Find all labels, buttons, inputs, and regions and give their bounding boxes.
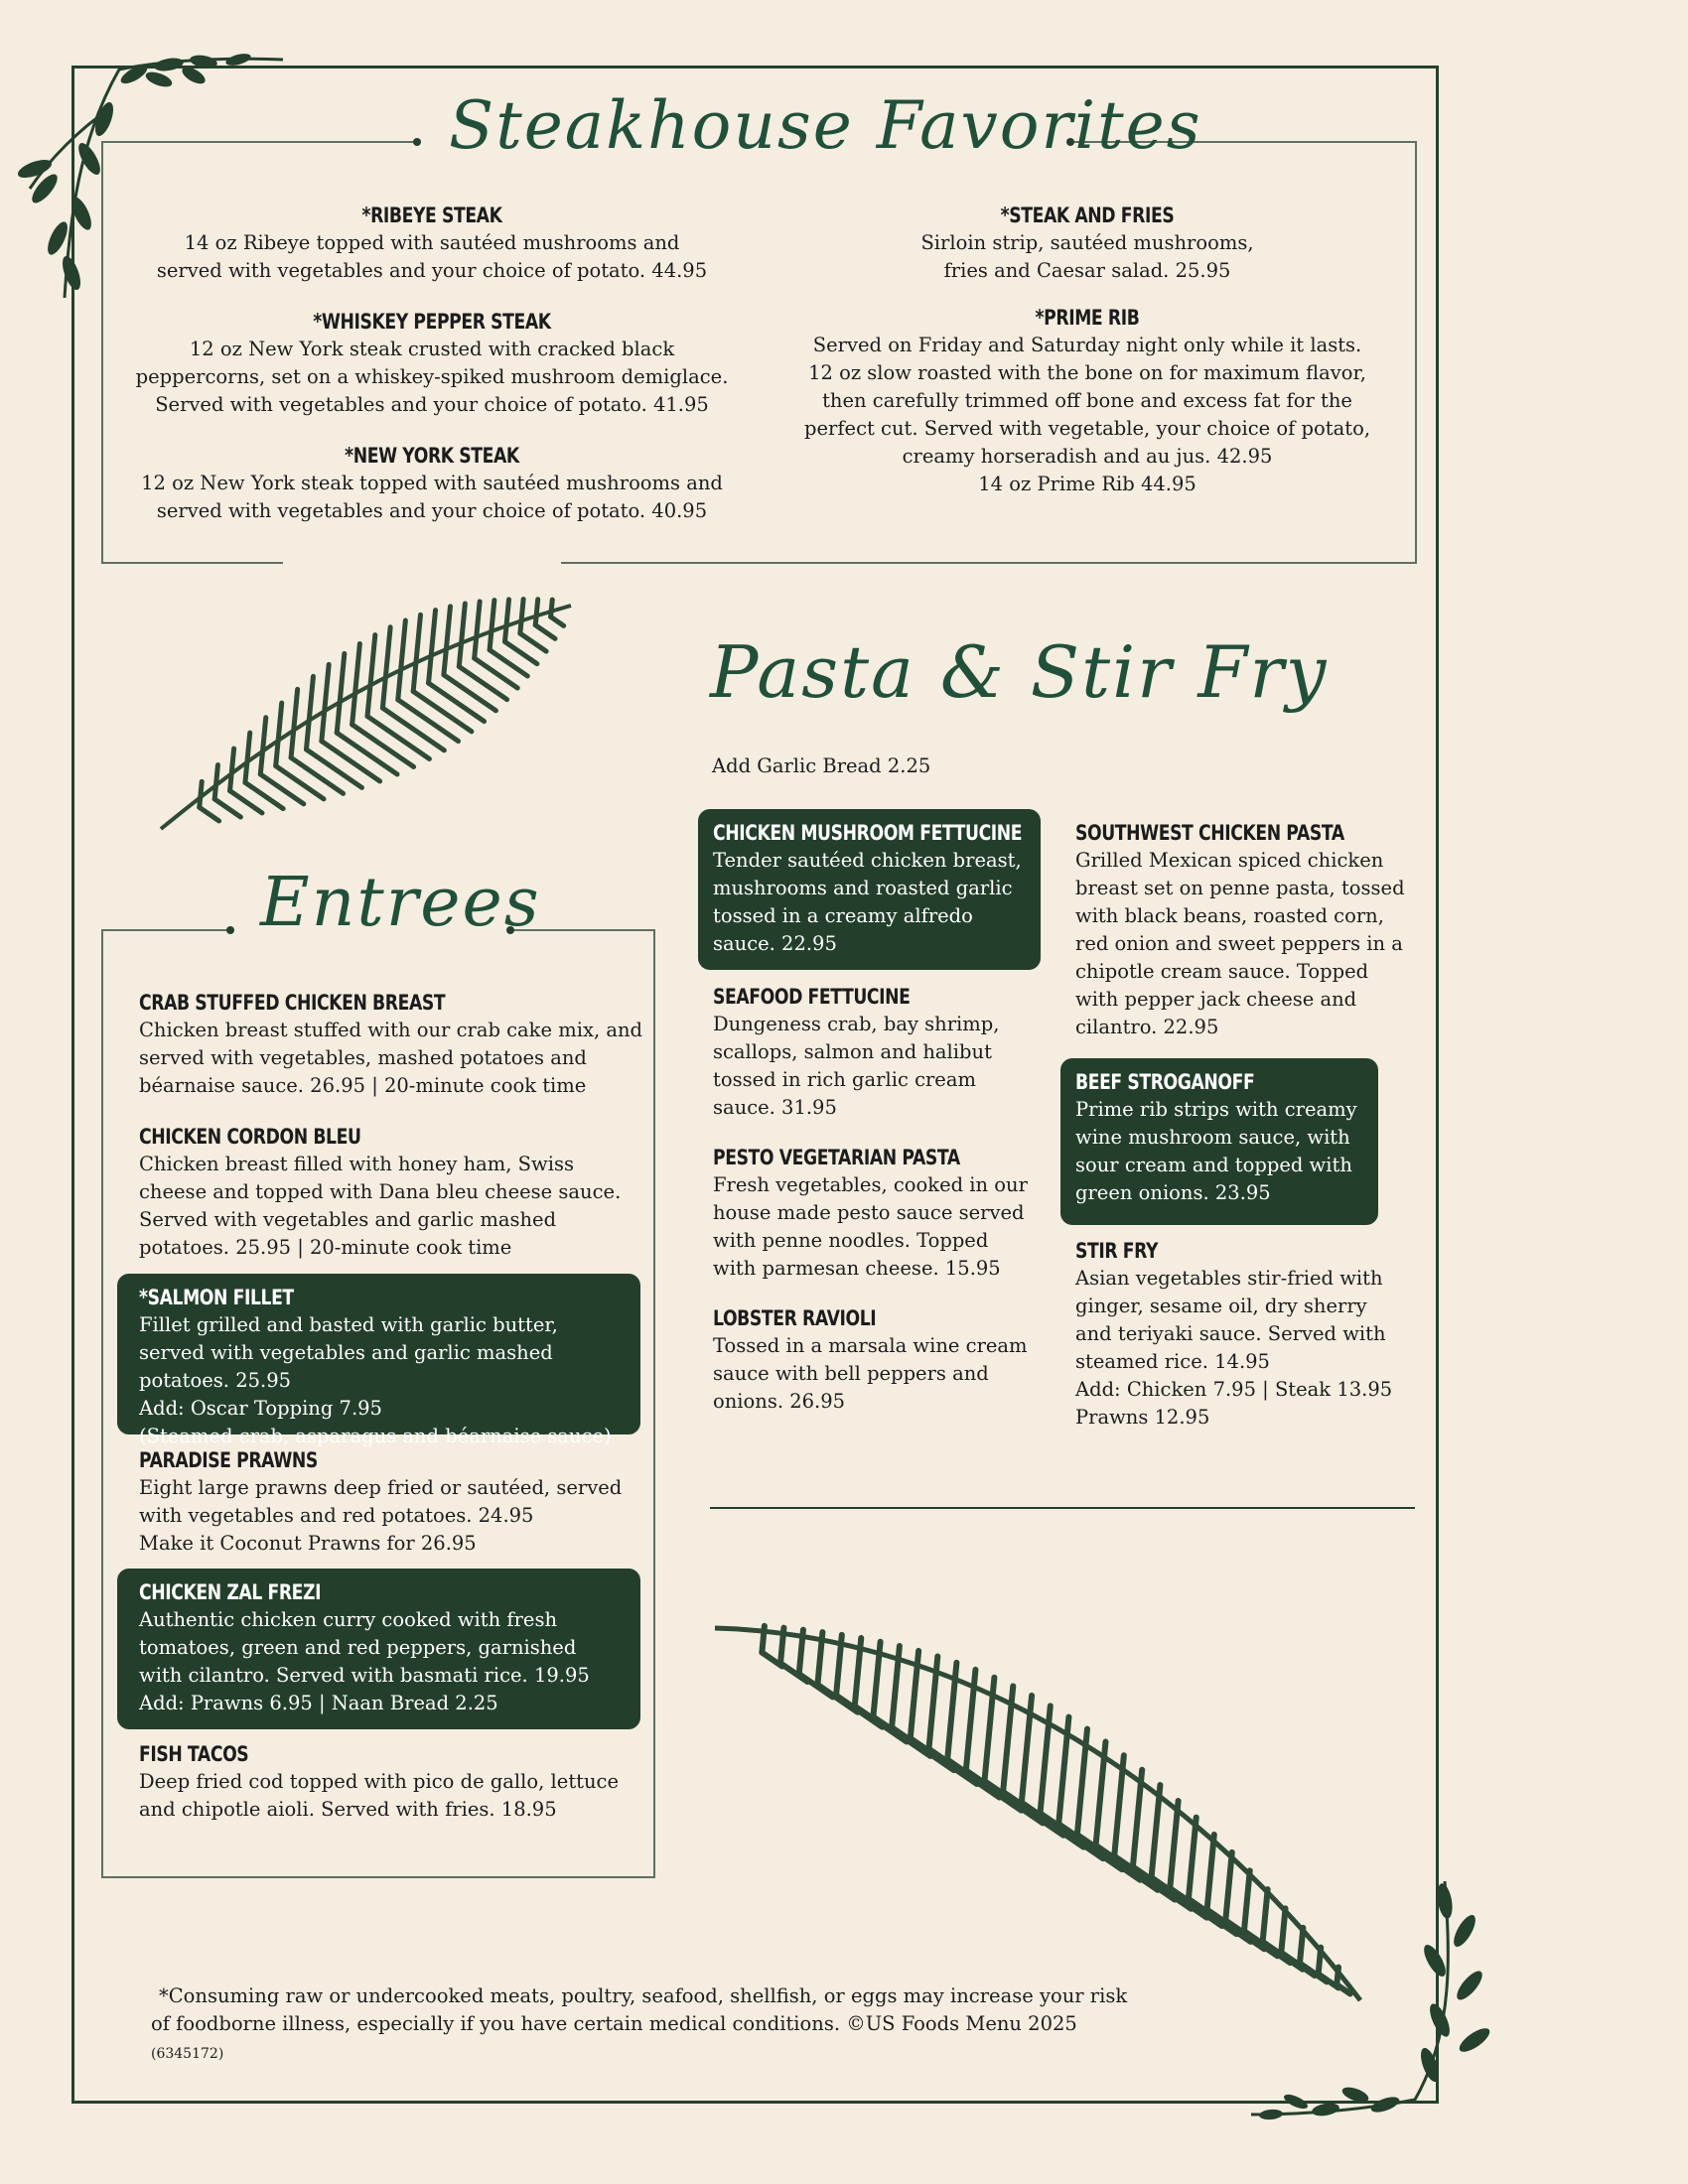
menu-item bbox=[713, 983, 1031, 1122]
item-name: *RIBEYE STEAK bbox=[361, 204, 502, 227]
item-name: CHICKEN CORDON BLEU bbox=[139, 1125, 361, 1149]
vine-icon bbox=[1246, 1871, 1504, 2129]
item-description: Fresh vegetables, cooked in our house made pesto sauce served with penne noodles. Topped with parmesan cheese. 15.95 bbox=[713, 1173, 1028, 1280]
item-name: *SALMON FILLET bbox=[139, 1286, 294, 1309]
item-name: CRAB STUFFED CHICKEN BREAST bbox=[139, 991, 446, 1015]
disclaimer-text: *Consuming raw or undercooked meats, poultry, seafood, shellfish, or eggs may increase your risk of foodborne illness, especially if you have certain medical conditions. ©US Foods Menu 2025 bbox=[151, 1984, 1128, 2035]
item-extra: Prawns 12.95 bbox=[1075, 1406, 1210, 1429]
item-description: Dungeness crab, bay shrimp, scallops, salmon and halibut tossed in rich garlic cream sauce. 31.95 bbox=[713, 1013, 1000, 1119]
item-name: PARADISE PRAWNS bbox=[139, 1448, 318, 1472]
item-description: Fillet grilled and basted with garlic butter, served with vegetables and garlic mashed potatoes. 25.95 bbox=[139, 1313, 558, 1392]
menu-code: (6345172) bbox=[151, 2046, 224, 2062]
item-name: PESTO VEGETARIAN PASTA bbox=[713, 1146, 960, 1169]
item-description: Sirloin strip, sautéed mushrooms, fries and Caesar salad. 25.95 bbox=[920, 231, 1254, 282]
menu-item bbox=[139, 1740, 635, 1824]
item-name: LOBSTER RAVIOLI bbox=[713, 1306, 877, 1330]
divider bbox=[710, 1507, 1415, 1509]
item-name: STIR FRY bbox=[1075, 1239, 1159, 1263]
menu-item bbox=[713, 1144, 1031, 1283]
item-description: Asian vegetables stir-fried with ginger, sesame oil, dry sherry and teriyaki sauce. Served with steamed rice. 14.95 bbox=[1075, 1267, 1386, 1373]
item-description: Chicken breast filled with honey ham, Swiss cheese and topped with Dana bleu cheese sauce. Served with vegetables and garlic mashed potatoes. 25.95 | 20-minute cook time bbox=[139, 1153, 622, 1259]
item-extra: Add: Chicken 7.95 | Steak 13.95 bbox=[1075, 1378, 1393, 1401]
menu-item bbox=[139, 1123, 640, 1262]
menu-item bbox=[794, 202, 1380, 285]
item-name: CHICKEN ZAL FREZI bbox=[139, 1580, 322, 1604]
vine-icon bbox=[10, 50, 288, 308]
menu-item-highlight bbox=[117, 1274, 640, 1447]
footer-disclaimer bbox=[151, 1982, 1144, 2068]
ornament-dot bbox=[226, 926, 234, 934]
item-description: Tender sautéed chicken breast, mushrooms and roasted garlic tossed in a creamy alfredo sauce. 22.95 bbox=[713, 849, 1022, 955]
steakhouse-title: Steakhouse Favorites bbox=[449, 87, 1202, 164]
menu-item bbox=[139, 989, 645, 1100]
item-name: *PRIME RIB bbox=[1035, 306, 1140, 330]
item-extra: (Steamed crab, asparagus and béarnaise sauce) bbox=[139, 1425, 612, 1447]
item-description: Grilled Mexican spiced chicken breast set on penne pasta, tossed with black beans, roasted corn, red onion and sweet peppers in a chipotle cream sauce. Topped with pepper jack cheese and cilantro. 22.95 bbox=[1075, 849, 1405, 1038]
menu-item-highlight bbox=[698, 809, 1041, 970]
item-extra: Make it Coconut Prawns for 26.95 bbox=[139, 1532, 477, 1555]
item-name: SEAFOOD FETTUCINE bbox=[713, 985, 911, 1009]
menu-item-highlight bbox=[1060, 1058, 1378, 1225]
menu-item bbox=[1075, 1237, 1403, 1432]
item-description: Prime rib strips with creamy wine mushroom sauce, with sour cream and topped with green onions. 23.95 bbox=[1075, 1098, 1357, 1204]
item-name: BEEF STROGANOFF bbox=[1075, 1070, 1255, 1094]
item-description: 12 oz New York steak crusted with cracked black peppercorns, set on a whiskey-spiked mushroom demiglace. Served with vegetables and your choice of potato. 41.95 bbox=[135, 338, 729, 416]
item-description: Deep fried cod topped with pico de gallo, lettuce and chipotle aioli. Served with fries. 18.95 bbox=[139, 1770, 620, 1821]
item-description: Authentic chicken curry cooked with fresh tomatoes, green and red peppers, garnished with cilantro. Served with basmati rice. 19.95 bbox=[139, 1608, 590, 1687]
item-description: Tossed in a marsala wine cream sauce with bell peppers and onions. 26.95 bbox=[713, 1334, 1028, 1413]
menu-item bbox=[119, 308, 745, 419]
menu-item bbox=[1075, 819, 1413, 1041]
item-name: SOUTHWEST CHICKEN PASTA bbox=[1075, 821, 1344, 845]
entrees-title: Entrees bbox=[260, 864, 541, 942]
item-name: *NEW YORK STEAK bbox=[345, 444, 519, 468]
ornament-dot bbox=[413, 138, 421, 146]
palm-leaf-icon bbox=[149, 551, 586, 839]
item-extra: 14 oz Prime Rib 44.95 bbox=[978, 473, 1196, 495]
item-name: *STEAK AND FRIES bbox=[1000, 204, 1175, 227]
item-name: CHICKEN MUSHROOM FETTUCINE bbox=[713, 821, 1023, 845]
item-extra: Add: Prawns 6.95 | Naan Bread 2.25 bbox=[139, 1692, 498, 1714]
pasta-title: Pasta & Stir Fry bbox=[710, 630, 1329, 714]
garlic-bread-note: Add Garlic Bread 2.25 bbox=[712, 754, 931, 777]
menu-item-highlight bbox=[117, 1569, 640, 1729]
item-name: *WHISKEY PEPPER STEAK bbox=[313, 310, 551, 334]
item-description: Chicken breast stuffed with our crab cake mix, and served with vegetables, mashed potatoes and béarnaise sauce. 26.95 | 20-minute cook time bbox=[139, 1019, 643, 1097]
menu-item bbox=[139, 1446, 626, 1558]
item-name: FISH TACOS bbox=[139, 1742, 249, 1766]
item-description: Served on Friday and Saturday night only while it lasts. 12 oz slow roasted with the bone on for maximum flavor, then carefully trimmed off bone and excess fat for the perfect cut. Served with vegetable, your choice of potato, creamy horseradish and au jus. 42.95 bbox=[804, 334, 1371, 468]
item-description: 14 oz Ribeye topped with sautéed mushrooms and served with vegetables and your choice of potato. 44.95 bbox=[156, 231, 708, 282]
item-description: Eight large prawns deep fried or sautéed, served with vegetables and red potatoes. 24.95 bbox=[139, 1476, 623, 1527]
menu-item bbox=[119, 442, 745, 525]
menu-item bbox=[794, 304, 1380, 498]
item-extra: Add: Oscar Topping 7.95 bbox=[139, 1397, 382, 1420]
menu-item bbox=[713, 1304, 1031, 1416]
item-description: 12 oz New York steak topped with sautéed mushrooms and served with vegetables and your choice of potato. 40.95 bbox=[141, 472, 723, 522]
